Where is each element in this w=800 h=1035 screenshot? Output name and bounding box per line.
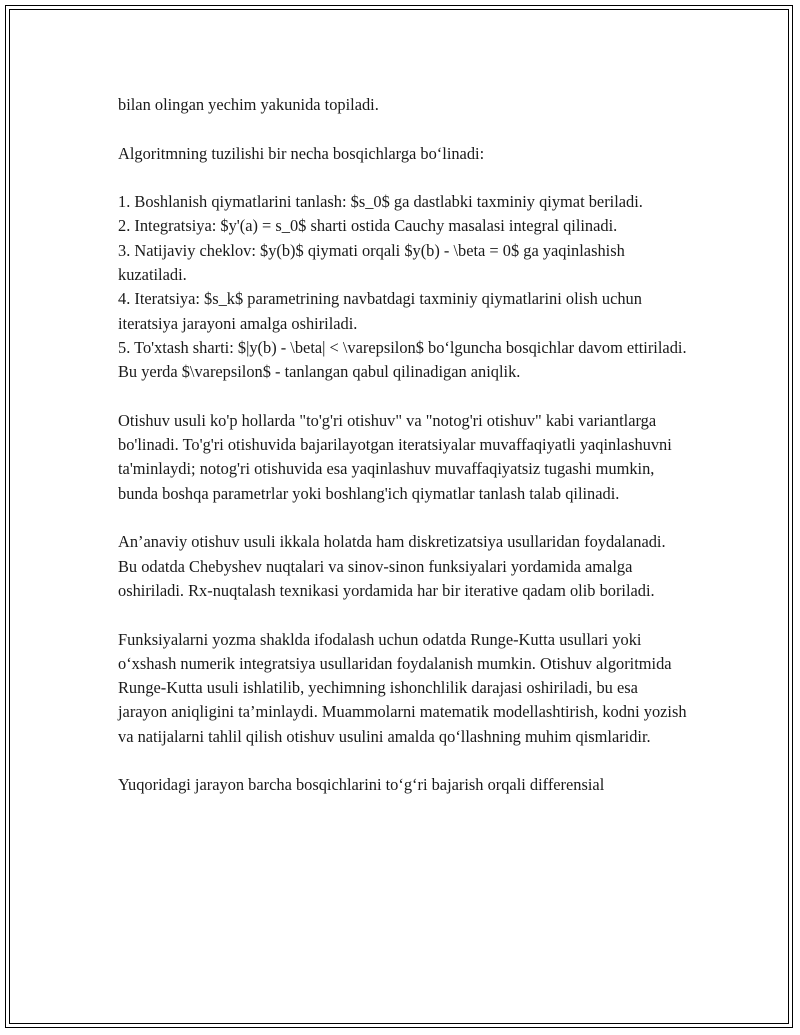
list-item: 3. Natijaviy cheklov: $y(b)$ qiymati orqali $y(b) - \beta = 0$ ga yaqinlashish kuzatiladi. (118, 240, 625, 285)
intro-paragraph: Algoritmning tuzilishi bir necha bosqichlarga bo‘linadi: (118, 143, 485, 163)
paragraph-runge-kutta: Funksiyalarni yozma shaklda ifodalash uchun odatda Runge-Kutta usullari yoki o‘xshash numerik integratsiya usullaridan foydalanish mumkin. Otishuv algoritmida Runge-Kutta usuli ishlatilib, yechimning ishonchlilik darajasi oshiriladi, bu esa jarayon aniqligini ta’minlaydi. Muammolarni matematik modellashtirish, kodni yozish va natijalarni tahlil qilish otishuv usulini amalda qo‘llashning muhim qismlaridir. (118, 629, 691, 746)
paragraph-shooting-variants: Otishuv usuli ko'p hollarda "to'g'ri otishuv" va "notog'ri otishuv" kabi variantlarga bo'linadi. To'g'ri otishuvida bajarilayotgan iteratsiyalar muvaffaqiyatli yaqinlashuvni ta'minlaydi; notog'ri otishuvida esa yaqinlashuv muvaffaqiyatsiz tugashi mumkin, bunda boshqa parametrlar yoki boshlang'ich qiymatlar tanlash talab qilinadi. (118, 410, 676, 503)
steps-list (118, 190, 688, 384)
paragraph-conclusion: Yuqoridagi jarayon barcha bosqichlarini to‘g‘ri bajarish orqali differensial (118, 775, 605, 795)
list-item: 1. Boshlanish qiymatlarini tanlash: $s_0$ ga dastlabki taxminiy qiymat beriladi. (118, 192, 643, 212)
list-item: 2. Integratsiya: $y'(a) = s_0$ sharti ostida Cauchy masalasi integral qilinadi. (118, 216, 618, 236)
lead-paragraph: bilan olingan yechim yakunida topiladi. (118, 95, 379, 114)
list-item: 4. Iteratsiya: $s_k$ parametrining navbatdagi taxminiy qiymatlarini olish uchun iteratsiya jarayoni amalga oshiriladi. (118, 289, 642, 333)
list-item: 5. To'xtash sharti: $|y(b) - \beta| < \varepsilon$ bo‘lguncha bosqichlar davom ettiriladi. Bu yerda $\varepsilon$ - tanlangan qabul qilinadigan aniqlik. (118, 337, 687, 382)
paragraph-discretization: An’anaviy otishuv usuli ikkala holatda ham diskretizatsiya usullaridan foydalanadi. Bu odatda Chebyshev nuqtalari va sinov-sinon funksiyalari yordamida amalga oshiriladi. Rx-nuqtalash texnikasi yordamida har bir iterative qadam olib boriladi. (118, 532, 670, 600)
document-body (118, 93, 691, 822)
